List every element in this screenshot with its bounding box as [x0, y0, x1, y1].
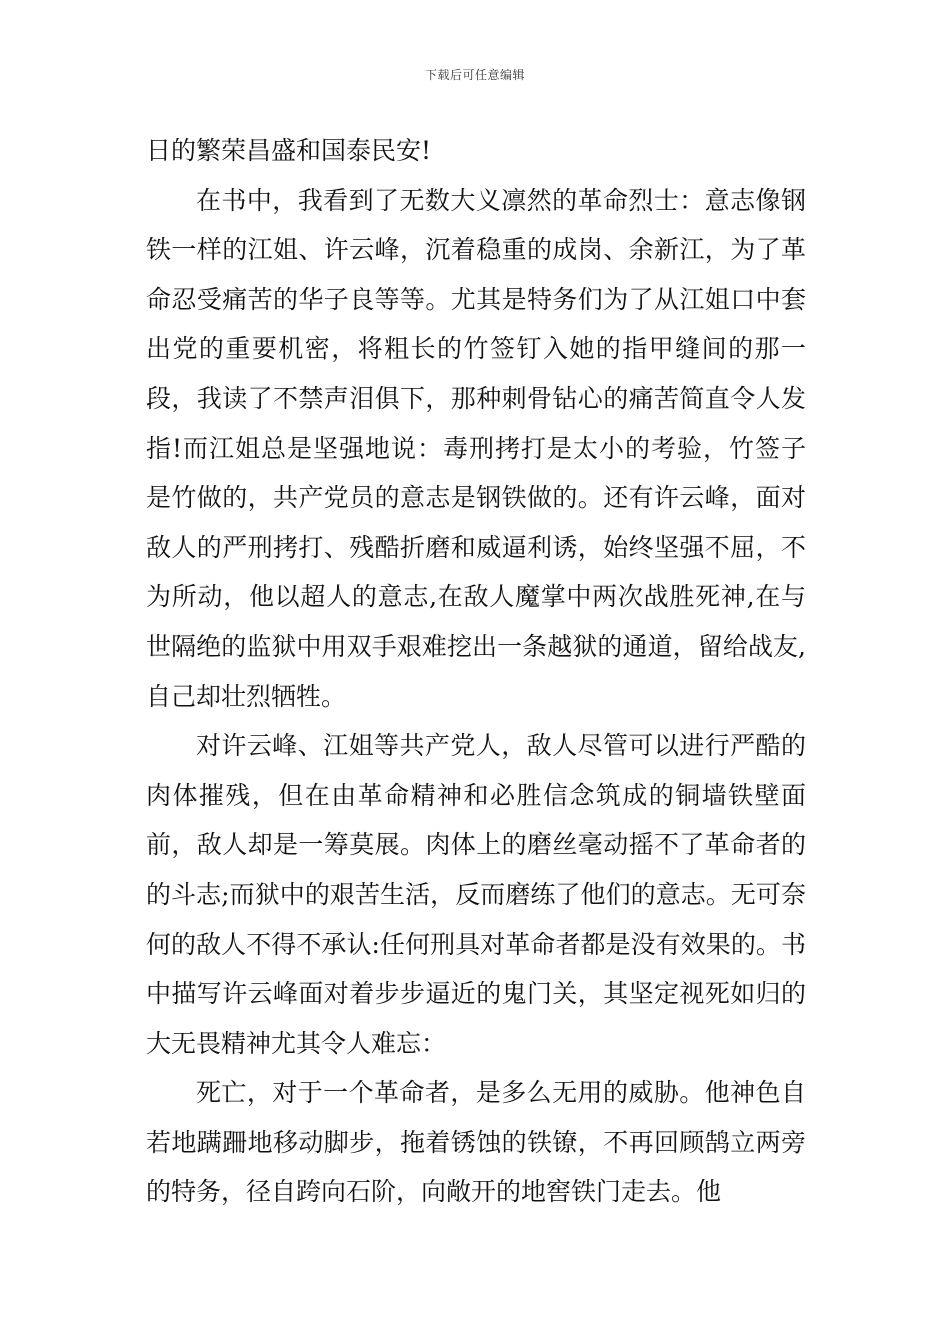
- body-text: [146, 126, 806, 1217]
- paragraph-3: 对许云峰、江姐等共产党人，敌人尽管可以进行严酷的肉体摧残，但在由革命精神和必胜信念筑成的铜墙铁壁面前，敌人却是一筹莫展。肉体上的磨丝毫动摇不了革命者的的斗志;而狱中的艰苦生活，反而磨练了他们的意志。无可奈何的敌人不得不承认:任何刑具对革命者都是没有效果的。书中描写许云峰面对着步步逼近的鬼门关，其坚定视死如归的大无畏精神尤其令人难忘：: [146, 731, 806, 1058]
- header-note: 下载后可任意编辑: [424, 68, 525, 82]
- paragraph-1: 日的繁荣昌盛和国泰民安!: [146, 136, 432, 165]
- paragraph-4: 死亡，对于一个革命者，是多么无用的威胁。他神色自若地蹒跚地移动脚步，拖着锈蚀的铁镣，不再回顾鹄立两旁的特务，径自跨向石阶，向敞开的地窖铁门走去。他: [146, 1078, 806, 1207]
- paragraph-2: 在书中，我看到了无数大义凛然的革命烈士：意志像钢铁一样的江姐、许云峰，沉着稳重的成岗、余新江，为了革命忍受痛苦的华子良等等。尤其是特务们为了从江姐口中套出党的重要机密，将粗长的竹签钉入她的指甲缝间的那一段，我读了不禁声泪俱下，那种刺骨钻心的痛苦简直令人发指!而江姐总是坚强地说：毒刑拷打是太小的考验，竹签子是竹做的，共产党员的意志是钢铁做的。还有许云峰，面对敌人的严刑拷打、残酷折磨和威逼利诱，始终坚强不屈，不为所动，他以超人的意志,在敌人魔掌中两次战胜死神,在与世隔绝的监狱中用双手艰难挖出一条越狱的通道，留给战友,自己却壮烈牺牲。: [146, 185, 806, 711]
